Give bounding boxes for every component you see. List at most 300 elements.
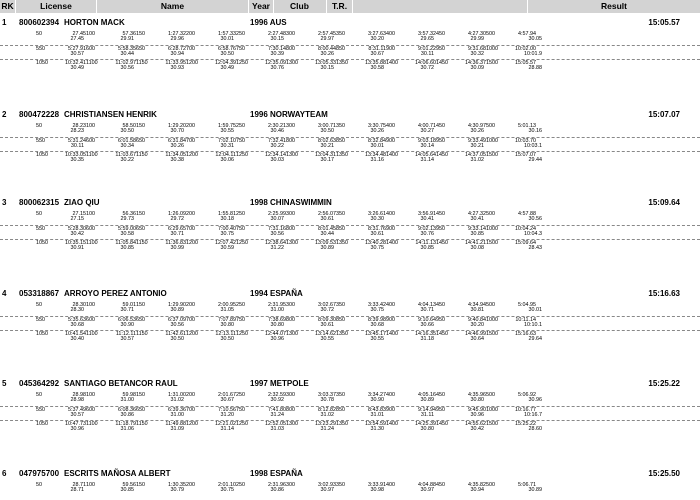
split-distance: 800 (286, 407, 295, 413)
split-lap: 30.59 (220, 245, 234, 251)
split-lap: 30.17 (320, 157, 334, 163)
split-distance: 650 (136, 317, 145, 323)
split-distance: 600 (86, 138, 95, 144)
athlete-block (0, 378, 700, 431)
split-row (0, 392, 700, 403)
split-lap: 30.61 (320, 216, 334, 222)
split-distance: 50 (36, 31, 42, 37)
split-lap: 28.98 (70, 397, 84, 403)
split-time: 13:23.29 (315, 421, 336, 427)
split-time: 5:06.71 (518, 482, 536, 488)
split-lap: 30.18 (220, 216, 234, 222)
split-distance: 1150 (136, 240, 148, 246)
split-lap: 30.27 (420, 128, 434, 134)
header-year: Year (249, 0, 273, 13)
split-distance: 150 (136, 392, 145, 398)
split-distance: 650 (136, 46, 145, 52)
split-lap: 30.21 (320, 143, 334, 149)
split-lap: 30.96 (470, 412, 484, 418)
athlete-block (0, 288, 700, 341)
split-time: 13:04.31 (315, 152, 336, 158)
split-distance: 250 (236, 302, 245, 308)
split-distance: 850 (336, 317, 345, 323)
split-distance: 700 (186, 46, 195, 52)
split-lap: 30.72 (420, 65, 434, 71)
split-time: 9:33.14 (468, 226, 486, 232)
split-lap: 30.21 (470, 143, 484, 149)
split-lap: 30.42 (70, 231, 84, 237)
split-lap: 30.50 (220, 51, 234, 57)
split-lap: 30.56 (120, 65, 134, 71)
split-time: 4:57.94 (518, 31, 536, 37)
split-lap: 31.22 (270, 245, 284, 251)
split-time: 5:35.63 (68, 317, 86, 323)
athlete-result: 15:25.22 (648, 379, 680, 388)
split-lap: 31.14 (220, 426, 234, 432)
split-time: 3:02.67 (318, 302, 336, 308)
split-time: 4:05.16 (418, 392, 436, 398)
split-time: 1:29.90 (168, 302, 186, 308)
split-distance: 150 (136, 211, 145, 217)
split-time: 12:07.42 (215, 240, 236, 246)
split-lap: 31.14 (420, 157, 434, 163)
split-time: 14:41.21 (465, 240, 486, 246)
split-distance: 1500 (486, 152, 498, 158)
split-distance: 1150 (136, 60, 148, 66)
split-distance: 700 (186, 407, 195, 413)
split-lap: 31.02 (170, 397, 184, 403)
athlete-result: 15:25.50 (648, 469, 680, 478)
split-row (0, 123, 700, 134)
split-time: 4:27.32 (468, 211, 486, 217)
split-time: 2:31.95 (268, 302, 286, 308)
split-lap: 30.07 (270, 216, 284, 222)
split-distance: 750 (236, 138, 245, 144)
split-distance: 1200 (186, 421, 198, 427)
split-row (0, 330, 700, 341)
split-time: 9:33.49 (468, 138, 486, 144)
split-distance: 800 (286, 46, 295, 52)
split-distance: 50 (36, 123, 42, 129)
split-distance: 150 (136, 31, 145, 37)
split-lap: 30.96 (270, 336, 284, 342)
split-row (0, 211, 700, 222)
split-lap: 30.15 (320, 65, 334, 71)
split-distance: 100 (86, 482, 95, 488)
split-time: 7:10.56 (218, 407, 236, 413)
split-time: 6:28.72 (168, 46, 186, 52)
split-distance: 650 (136, 407, 145, 413)
split-time: 6:06.53 (118, 317, 136, 323)
split-distance: 550 (36, 46, 45, 52)
split-time: 8:31.76 (368, 226, 386, 232)
split-distance: 150 (136, 302, 145, 308)
split-distance: 1250 (236, 60, 248, 66)
split-time: 7:00.40 (218, 226, 236, 232)
split-distance: 500 (486, 31, 495, 37)
split-time: 9:31.68 (468, 46, 486, 52)
split-distance: 800 (286, 226, 295, 232)
split-distance: 600 (86, 46, 95, 52)
split-tail: 29.44 (528, 157, 542, 163)
split-distance: 900 (386, 138, 395, 144)
split-lap: 30.49 (70, 65, 84, 71)
split-time: 7:38.69 (268, 317, 286, 323)
split-row (0, 239, 700, 250)
split-lap: 30.01 (370, 143, 384, 149)
split-distance: 950 (436, 138, 445, 144)
split-time: 5:27.91 (68, 46, 86, 52)
split-distance: 950 (436, 407, 445, 413)
split-distance: 400 (386, 302, 395, 308)
split-lap: 30.78 (320, 397, 334, 403)
split-lap: 30.41 (420, 216, 434, 222)
split-distance: 750 (236, 46, 245, 52)
split-time: 2:30.21 (268, 123, 286, 129)
split-distance: 300 (286, 31, 295, 37)
split-distance: 350 (336, 482, 345, 488)
split-lap: 30.61 (370, 231, 384, 237)
split-distance: 100 (86, 392, 95, 398)
split-lap: 30.97 (320, 487, 334, 493)
split-lap: 29.97 (320, 36, 334, 42)
split-lap: 30.41 (470, 216, 484, 222)
split-time: 5:31.24 (68, 138, 86, 144)
split-lap: 29.96 (170, 36, 184, 42)
split-lap: 30.50 (320, 128, 334, 134)
split-lap: 30.57 (70, 412, 84, 418)
split-distance: 1500 (486, 60, 498, 66)
split-distance: 1300 (286, 421, 298, 427)
athlete-year-club: 1997 METPOLE (250, 379, 309, 388)
split-lap: 30.26 (320, 51, 334, 57)
split-lap: 30.80 (220, 322, 234, 328)
split-time: 11:42.61 (165, 331, 186, 337)
athlete-line (0, 378, 700, 389)
athlete-line (0, 197, 700, 208)
split-row (0, 59, 700, 70)
split-lap: 30.94 (470, 487, 484, 493)
split-distance: 450 (436, 482, 445, 488)
split-distance: 750 (236, 226, 245, 232)
split-distance: 1150 (136, 331, 148, 337)
split-time: 8:32.84 (368, 138, 386, 144)
split-time: 1:31.00 (168, 392, 186, 398)
split-lap: 30.85 (120, 245, 134, 251)
split-distance: 600 (86, 407, 95, 413)
athlete-name: ESCRITS MAÑOSA ALBERT (64, 469, 171, 478)
split-time: 13:45.17 (365, 331, 386, 337)
split-time: 3:03.37 (318, 392, 336, 398)
results-header (0, 0, 700, 13)
split-time: 7:31.16 (268, 226, 286, 232)
split-time: 1:30.35 (168, 482, 186, 488)
split-distance: 50 (36, 392, 42, 398)
split-lap: 30.58 (370, 65, 384, 71)
athlete-rank: 1 (2, 18, 7, 27)
split-lap: 29.73 (120, 216, 134, 222)
split-tail: 30.16 (528, 128, 542, 134)
split-lap: 30.92 (270, 397, 284, 403)
split-lap: 30.80 (470, 397, 484, 403)
split-time: 2:01.10 (218, 482, 236, 488)
split-time: 1:26.09 (168, 211, 186, 217)
split-time: 11:12.11 (115, 331, 136, 337)
split-time: 28.23 (72, 123, 86, 129)
split-distance: 400 (386, 123, 395, 129)
split-time: 1:57.33 (218, 31, 236, 37)
split-time: 14:37.05 (465, 152, 486, 158)
split-time: 3:30.75 (368, 123, 386, 129)
split-time: 12:21.02 (215, 421, 236, 427)
split-distance: 900 (386, 226, 395, 232)
split-distance: 1150 (136, 152, 148, 158)
split-distance: 650 (136, 226, 145, 232)
split-time: 10:02.00 (515, 46, 536, 52)
split-time: 2:01.67 (218, 392, 236, 398)
split-time: 6:39.36 (168, 407, 186, 413)
split-time: 5:04.95 (518, 302, 536, 308)
split-distance: 1000 (486, 46, 498, 52)
split-time: 14:36.37 (465, 60, 486, 66)
athlete-year-club: 1996 AUS (250, 18, 287, 27)
split-lap: 30.61 (320, 322, 334, 328)
split-time: 11:33.95 (165, 60, 186, 66)
split-lap: 31.24 (270, 412, 284, 418)
split-tail: 28.60 (528, 426, 542, 432)
split-lap: 30.85 (420, 245, 434, 251)
split-time: 6:31.84 (168, 138, 186, 144)
split-lap: 30.85 (470, 231, 484, 237)
split-time: 2:00.95 (218, 302, 236, 308)
split-lap: 30.50 (220, 336, 234, 342)
split-lap: 30.32 (470, 51, 484, 57)
athlete-license: 045364292 (19, 379, 60, 388)
athlete-block (0, 17, 700, 70)
split-distance: 450 (436, 123, 445, 129)
split-lap: 30.71 (170, 231, 184, 237)
split-lap: 30.68 (370, 322, 384, 328)
split-tail: 30.56 (528, 216, 542, 222)
split-time: 2:27.48 (268, 31, 286, 37)
split-tail: 28.43 (528, 245, 542, 251)
header-blank (353, 0, 527, 13)
split-distance: 500 (486, 302, 495, 308)
split-distance: 1200 (186, 152, 198, 158)
split-distance: 600 (86, 226, 95, 232)
split-distance: 1200 (186, 240, 198, 246)
split-row (0, 45, 700, 56)
split-time: 58.50 (122, 123, 136, 129)
split-lap: 30.85 (120, 487, 134, 493)
split-time: 1:27.32 (168, 31, 186, 37)
athlete-result: 15:05.57 (648, 18, 680, 27)
split-distance: 800 (286, 317, 295, 323)
split-distance: 1450 (436, 421, 448, 427)
split-lap: 31.16 (370, 157, 384, 163)
split-lap: 30.42 (470, 426, 484, 432)
split-distance: 250 (236, 123, 245, 129)
split-lap: 30.22 (120, 157, 134, 163)
split-time: 4:35.96 (468, 392, 486, 398)
split-lap: 31.00 (270, 307, 284, 313)
split-lap: 28.30 (70, 307, 84, 313)
split-distance: 1400 (386, 240, 398, 246)
athlete-license: 800602394 (19, 18, 60, 27)
split-distance: 1350 (336, 331, 348, 337)
split-distance: 350 (336, 392, 345, 398)
split-distance: 950 (436, 46, 445, 52)
split-distance: 1250 (236, 421, 248, 427)
split-lap: 30.11 (70, 143, 84, 149)
split-time: 7:32.41 (268, 138, 286, 144)
split-lap: 30.56 (270, 231, 284, 237)
split-distance: 1400 (386, 331, 398, 337)
split-time: 3:33.42 (368, 302, 386, 308)
athlete-rank: 6 (2, 469, 7, 478)
split-time: 9:14.94 (418, 407, 436, 413)
split-time: 3:26.61 (368, 211, 386, 217)
split-lap: 30.93 (170, 65, 184, 71)
split-time: 59.56 (122, 482, 136, 488)
split-lap: 27.45 (70, 36, 84, 42)
split-distance: 1500 (486, 421, 498, 427)
split-time: 10:11.14 (515, 317, 536, 323)
split-time: 10:32.41 (65, 60, 86, 66)
split-time: 10:04.24 (515, 226, 536, 232)
split-time: 8:31.11 (368, 46, 386, 52)
split-distance: 950 (436, 317, 445, 323)
split-lap: 30.75 (220, 231, 234, 237)
split-time: 9:02.13 (418, 226, 436, 232)
split-distance: 1250 (236, 331, 248, 337)
split-lap: 30.90 (120, 322, 134, 328)
split-distance: 500 (486, 482, 495, 488)
split-time: 9:40.84 (468, 317, 486, 323)
split-lap: 30.72 (320, 307, 334, 313)
split-time: 8:12.82 (318, 407, 336, 413)
split-time: 28.30 (72, 302, 86, 308)
split-lap: 30.94 (170, 51, 184, 57)
split-time: 9:10.64 (418, 317, 436, 323)
split-lap: 30.31 (220, 143, 234, 149)
split-lap: 30.35 (70, 157, 84, 163)
split-time: 28.71 (72, 482, 86, 488)
split-distance: 850 (336, 138, 345, 144)
split-time: 59.01 (122, 302, 136, 308)
split-time: 4:30.97 (468, 123, 486, 129)
split-distance: 550 (36, 317, 45, 323)
split-time: 14:06.60 (415, 60, 436, 66)
split-time: 15:16.63 (515, 331, 536, 337)
split-tail: 30.01 (528, 307, 542, 313)
split-distance: 1200 (186, 331, 198, 337)
split-distance: 1100 (86, 152, 98, 158)
split-distance: 150 (136, 482, 145, 488)
athlete-line (0, 109, 700, 120)
split-tail: 10:10.1 (524, 322, 542, 328)
split-time: 5:59.00 (118, 226, 136, 232)
split-time: 13:09.53 (315, 240, 336, 246)
split-lap: 30.56 (170, 322, 184, 328)
split-distance: 1200 (186, 60, 198, 66)
split-lap: 30.68 (70, 322, 84, 328)
split-distance: 600 (86, 317, 95, 323)
split-distance: 150 (136, 123, 145, 129)
split-time: 59.98 (122, 392, 136, 398)
split-distance: 200 (186, 302, 195, 308)
split-distance: 1050 (36, 421, 48, 427)
split-time: 3:33.91 (368, 482, 386, 488)
split-lap: 31.09 (170, 426, 184, 432)
split-distance: 550 (36, 226, 45, 232)
split-distance: 1300 (286, 152, 298, 158)
split-time: 1:55.81 (218, 211, 236, 217)
split-time: 8:02.63 (318, 138, 336, 144)
split-distance: 1450 (436, 331, 448, 337)
split-distance: 700 (186, 226, 195, 232)
split-distance: 1100 (86, 60, 98, 66)
split-distance: 350 (336, 31, 345, 37)
split-time: 10:16.77 (515, 407, 536, 413)
split-distance: 1250 (236, 152, 248, 158)
split-distance: 200 (186, 482, 195, 488)
split-row (0, 151, 700, 162)
split-lap: 30.40 (70, 336, 84, 342)
split-time: 4:35.82 (468, 482, 486, 488)
split-lap: 28.71 (70, 487, 84, 493)
split-distance: 750 (236, 407, 245, 413)
split-lap: 28.23 (70, 128, 84, 134)
split-lap: 30.11 (420, 51, 434, 57)
split-distance: 450 (436, 31, 445, 37)
split-lap: 30.80 (270, 322, 284, 328)
split-lap: 30.20 (470, 322, 484, 328)
split-time: 6:29.65 (168, 226, 186, 232)
split-lap: 30.14 (420, 143, 434, 149)
split-time: 7:07.89 (218, 317, 236, 323)
athlete-rank: 3 (2, 198, 7, 207)
split-distance: 750 (236, 317, 245, 323)
split-time: 4:27.30 (468, 31, 486, 37)
split-time: 15:07.07 (515, 152, 536, 158)
split-distance: 1350 (336, 421, 348, 427)
split-lap: 30.75 (370, 307, 384, 313)
split-time: 27.45 (72, 31, 86, 37)
split-distance: 1000 (486, 138, 498, 144)
split-time: 57.36 (122, 31, 136, 37)
split-time: 4:00.71 (418, 123, 436, 129)
split-lap: 30.67 (220, 397, 234, 403)
split-time: 2:25.99 (268, 211, 286, 217)
split-distance: 1050 (36, 60, 48, 66)
split-distance: 1450 (436, 240, 448, 246)
split-time: 2:31.96 (268, 482, 286, 488)
split-time: 10:41.54 (65, 331, 86, 337)
split-time: 12:04.39 (215, 60, 236, 66)
split-distance: 1400 (386, 152, 398, 158)
split-time: 9:01.22 (418, 46, 436, 52)
athlete-year-club: 1996 NORWAYTEAM (250, 110, 328, 119)
split-lap: 30.70 (170, 128, 184, 134)
split-time: 4:04.88 (418, 482, 436, 488)
split-lap: 30.89 (320, 245, 334, 251)
split-time: 6:37.09 (168, 317, 186, 323)
split-distance: 50 (36, 211, 42, 217)
split-row (0, 316, 700, 327)
split-distance: 1150 (136, 421, 148, 427)
split-distance: 550 (36, 407, 45, 413)
